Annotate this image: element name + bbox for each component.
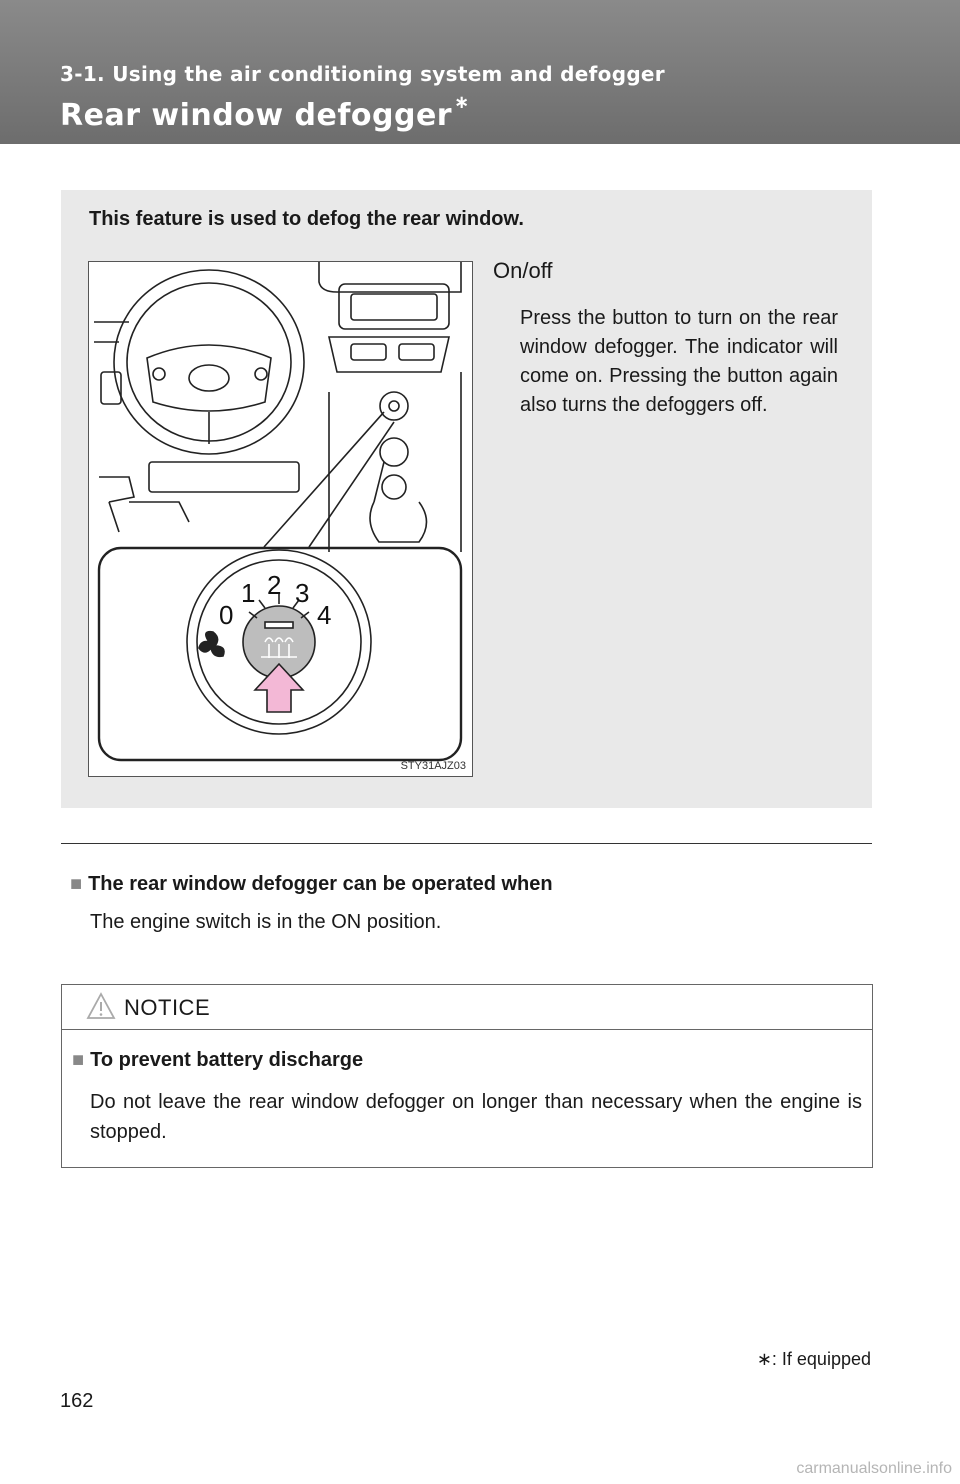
dial-number-0: 0	[219, 600, 234, 630]
dial-number-1: 1	[241, 578, 256, 608]
notice-heading-text: To prevent battery discharge	[90, 1049, 364, 1071]
condition-heading	[70, 873, 553, 896]
illustration-code: STY31AJZ03	[400, 760, 466, 772]
notice-body: Do not leave the rear window defogger on longer than necessary when the engine is stopped.	[90, 1091, 862, 1143]
section-label: 3-1. Using the air conditioning system and defogger	[60, 62, 665, 86]
warning-triangle-icon	[86, 991, 116, 1021]
page-title-text: Rear window defogger	[60, 98, 453, 133]
feature-box	[61, 190, 872, 808]
dial-number-2: 2	[267, 570, 282, 600]
dial-number-4: 4	[317, 600, 332, 630]
if-equipped-marker: ∗	[454, 92, 470, 113]
condition-body: The engine switch is in the ON position.	[90, 911, 442, 933]
onoff-description: Press the button to turn on the rear window defogger. The indicator will come on. Pressing the button again also turns the defoggers off.	[520, 307, 838, 416]
page-header	[0, 0, 960, 144]
dial-number-3: 3	[295, 578, 310, 608]
square-bullet-icon: ■	[70, 873, 83, 895]
condition-heading-text: The rear window defogger can be operated when	[88, 873, 553, 895]
if-equipped-footnote: ∗: If equipped	[756, 1349, 871, 1369]
notice-box	[61, 984, 873, 1168]
section-divider	[61, 843, 872, 844]
notice-title: NOTICE	[124, 995, 211, 1020]
onoff-title: On/off	[493, 258, 553, 283]
dashboard-drawing	[89, 262, 472, 776]
page-number: 162	[60, 1390, 94, 1412]
page-title	[60, 92, 470, 133]
notice-header	[62, 985, 872, 1030]
watermark: carmanualsonline.info	[796, 1460, 952, 1477]
square-bullet-icon: ■	[72, 1049, 85, 1071]
dashboard-illustration	[88, 261, 473, 777]
notice-heading	[72, 1049, 363, 1072]
feature-intro: This feature is used to defog the rear window.	[89, 208, 524, 230]
